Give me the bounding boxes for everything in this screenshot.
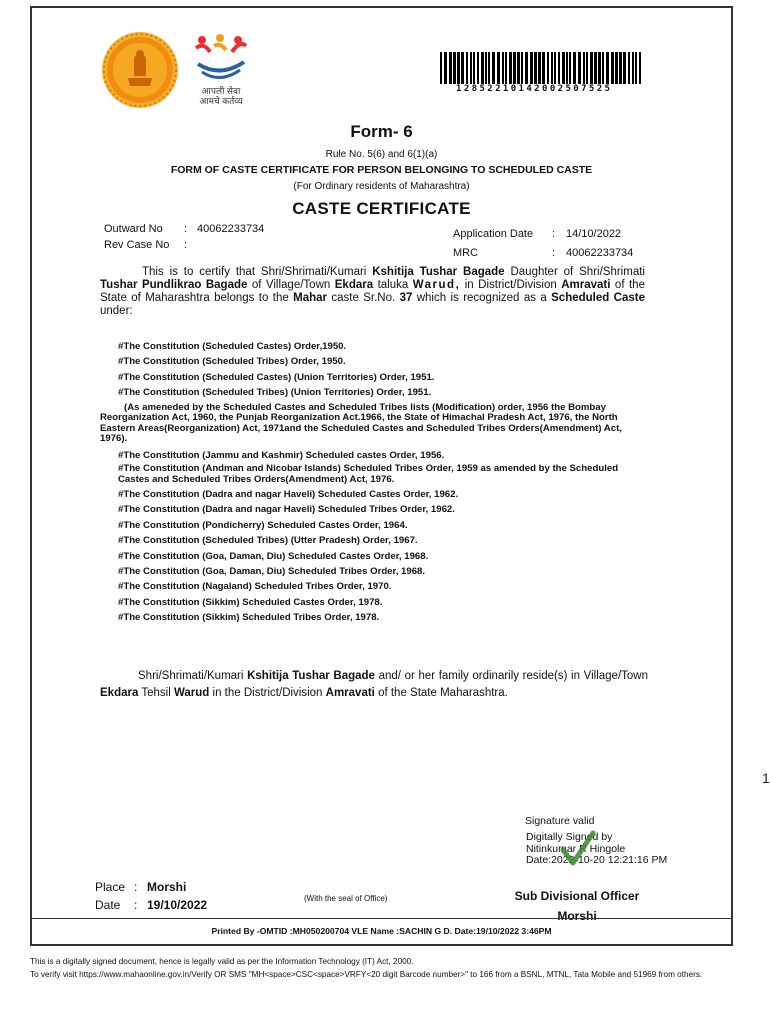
barcode-bar (502, 52, 504, 84)
barcode-bar (473, 52, 475, 84)
signature-line1: Digitally Signed by (526, 831, 613, 843)
barcode-bar (628, 52, 630, 84)
barcode-bar (470, 52, 472, 84)
barcode-bar (598, 52, 601, 84)
digital-signature-block (526, 832, 667, 867)
signature-valid-check-icon (560, 830, 596, 868)
parent-name: Tushar Pundlikrao Bagade (100, 279, 248, 291)
barcode-bar (578, 52, 581, 84)
form-heading: FORM OF CASTE CERTIFICATE FOR PERSON BELONGING TO SCHEDULED CASTE (170, 164, 593, 176)
form-title: Form- 6 (350, 122, 413, 141)
village-name: Ekdara (334, 279, 374, 291)
mrc-value: 40062233734 (566, 247, 634, 259)
cert-text-3: of Village/Town (251, 279, 331, 291)
barcode-bar (497, 52, 500, 84)
barcode-bar (554, 52, 556, 84)
barcode-bar (457, 52, 460, 84)
outward-value: 40062233734 (197, 223, 265, 235)
barcode-bar (542, 52, 545, 84)
barcode-bar (594, 52, 597, 84)
barcode-bar (569, 52, 571, 84)
order-item: #The Constitution (Dadra and nagar Haveli) Scheduled Castes Order, 1962. (118, 489, 459, 501)
seal-note: (With the seal of Office) (304, 894, 388, 903)
order-item: #The Constitution (Sikkim) Scheduled Tribes Order, 1978. (118, 612, 380, 624)
barcode-bar (632, 52, 634, 84)
date-value: 19/10/2022 (147, 898, 208, 912)
barcode-bar (586, 52, 588, 84)
footer-legal-note: This is a digitally signed document, hence is legally valid as per the Information Technology (IT) Act, 2000. (30, 957, 414, 966)
barcode-bar (566, 52, 568, 84)
barcode-bar (449, 52, 452, 84)
barcode-number: 12852210142002507525 (456, 84, 613, 94)
place-value: Morshi (147, 880, 187, 894)
mrc-colon: : (552, 247, 556, 259)
outward-colon: : (184, 223, 188, 235)
barcode-bar (440, 52, 442, 84)
order-item: #The Constitution (Sikkim) Scheduled Castes Order, 1978. (118, 596, 383, 608)
barcode-bar (492, 52, 495, 84)
residence-paragraph (100, 668, 648, 702)
rule-reference: Rule No. 5(6) and 6(1)(a) (325, 149, 438, 160)
cert-text-4: taluka (377, 279, 409, 291)
barcode-bar (562, 52, 565, 84)
order-item: #The Constitution (Scheduled Tribes) Order, 1950. (118, 356, 346, 368)
res-text-3: Tehsil (141, 687, 171, 699)
res-text-5: of the State Maharashtra. (378, 687, 508, 699)
order-item: #The Constitution (Nagaland) Scheduled Tribes Order, 1970. (118, 581, 392, 593)
cert-text-7: caste Sr.No. (331, 292, 396, 304)
order-item: #The Constitution (Dadra and nagar Haveli) Scheduled Tribes Order, 1962. (118, 504, 455, 516)
order-item: #The Constitution (Scheduled Castes) (Union Territories) Order, 1951. (118, 371, 435, 383)
cert-text-2: Daughter of Shri/Shrimati (510, 266, 645, 278)
cert-text-5: in District/Division (464, 279, 557, 291)
outward-label: Outward No (104, 223, 163, 235)
order-item: #The Constitution (Andman and Nicobar Islands) Scheduled Tribes Order, 1959 as amended by the Scheduled Castes and Scheduled Tribes Orders(Amendment) Act, 1976. (118, 463, 619, 485)
district-name: Amravati (561, 279, 611, 291)
res-text-2: and/ or her family ordinarily reside(s) in Village/Town (378, 670, 648, 682)
barcode-bar (530, 52, 533, 84)
barcode-bar (505, 52, 507, 84)
barcode-bar (639, 52, 641, 84)
barcode-bar (477, 52, 479, 84)
barcode-bar (619, 52, 622, 84)
barcode-bar (558, 52, 560, 84)
res-village: Ekdara (100, 687, 139, 699)
barcode-bar (590, 52, 593, 84)
cert-text-6: of the State of Maharashtra belongs to the (100, 279, 645, 304)
cert-text-9: under: (100, 305, 133, 317)
barcode-bar (444, 52, 447, 84)
order-item: #The Constitution (Scheduled Castes) Order,1950. (118, 341, 347, 352)
constitution-orders-list (100, 339, 648, 626)
printed-by: Printed By -OMTID :MH050200704 VLE Name :SACHIN G D. Date:19/10/2022 3:46PM (211, 926, 552, 936)
mrc-label: MRC (453, 247, 479, 259)
application-date-value: 14/10/2022 (566, 228, 622, 240)
candidate-name: Kshitija Tushar Bagade (372, 266, 505, 278)
signature-line2: Nitinkumar R Hingole (526, 842, 626, 855)
residents-note: (For Ordinary residents of Maharashtra) (293, 181, 470, 192)
barcode-bar (481, 52, 484, 84)
barcode-bar (583, 52, 585, 84)
amendment-note (100, 401, 648, 448)
order-item: #The Constitution (Jammu and Kashmir) Scheduled castes Order, 1956. (118, 449, 445, 461)
rev-case-colon: : (184, 239, 188, 251)
barcode-bar (615, 52, 618, 84)
signature-status: Signature valid (525, 815, 595, 827)
logo-caption (192, 86, 250, 106)
place-colon: : (134, 880, 138, 894)
barcode-bar (635, 52, 637, 84)
caste-sr-no: 37 (399, 292, 413, 304)
maharashtra-emblem-icon (98, 30, 182, 110)
barcode-bar (453, 52, 456, 84)
order-item: #The Constitution (Goa, Daman, Diu) Scheduled Castes Order, 1968. (118, 550, 429, 562)
officer-title: Sub Divisional Officer (514, 889, 640, 903)
signature-line3: Date:2022-10-20 12:21:16 PM (526, 854, 668, 866)
barcode-bar (525, 52, 528, 84)
date-colon: : (134, 898, 138, 912)
res-tehsil: Warud (173, 687, 210, 699)
order-item: #The Constitution (Scheduled Tribes) (Utter Pradesh) Order, 1967. (118, 535, 418, 547)
application-date-label: Application Date (453, 228, 534, 240)
caste-category: Scheduled Caste (551, 292, 645, 304)
barcode-bar (488, 52, 490, 84)
res-text-4: in the District/Division (212, 687, 323, 699)
res-text-1: Shri/Shrimati/Kumari (138, 670, 244, 682)
logo-caption-line1: आपली सेवा (201, 86, 241, 96)
amendment-note-text: (As ameneded by the Scheduled Castes and Scheduled Tribes lists (Modification) order, 1956 the Bombay Reorganization Act, 1960, the Punjab Reorganization Act.1966, the State of Himachal Pradesh Act, 1976, the North Eastern Areas(Reorganization) Act, 1971and the Scheduled Castes and Scheduled Tribes Orders(Amendment) Act, 1976). (100, 401, 622, 445)
taluka-name: Warud, (412, 279, 461, 291)
certificate-title: CASTE CERTIFICATE (292, 199, 471, 218)
barcode-bar (606, 52, 609, 84)
cert-text-8: which is recognized as a (416, 292, 547, 304)
barcode-bar (509, 52, 512, 84)
barcode-bar (517, 52, 520, 84)
barcode-bar (602, 52, 604, 84)
barcode-bar (623, 52, 626, 84)
order-item: #The Constitution (Scheduled Tribes) (Union Territories) Order, 1951. (118, 387, 432, 399)
officer-block (508, 886, 646, 926)
barcode-bar (611, 52, 614, 84)
rev-case-label: Rev Case No (104, 239, 170, 251)
printed-divider (30, 918, 733, 919)
barcode-bar (573, 52, 576, 84)
barcode-bar (538, 52, 541, 84)
barcode-bar (485, 52, 487, 84)
logo-caption-line2: आमचे कर्तव्य (199, 96, 243, 106)
barcode-bar (547, 52, 549, 84)
res-candidate-name: Kshitija Tushar Bagade (247, 670, 375, 682)
caste-name: Mahar (293, 292, 327, 304)
page-edge-mark: 1 (762, 770, 770, 786)
barcode-bar (551, 52, 553, 84)
barcode-bar (521, 52, 523, 84)
res-district: Amravati (325, 687, 375, 699)
certification-paragraph (100, 266, 645, 318)
barcode-bar (466, 52, 468, 84)
footer-verify-note: To verify visit https://www.mahaonline.gov.in/Verify OR SMS "MH<space>CSC<space>VRFY<20 digit Barcode number>" to 166 from a BSNL, MTNL, Tata Mobile and 51969 from others. (30, 970, 703, 979)
barcode-bar (461, 52, 464, 84)
place-label: Place (95, 880, 126, 894)
cert-text-1: This is to certify that Shri/Shrimati/Kumari (142, 266, 367, 278)
officer-location: Morshi (557, 909, 597, 923)
order-item: #The Constitution (Pondicherry) Scheduled Castes Order, 1964. (118, 519, 408, 531)
barcode-bar (513, 52, 516, 84)
barcode-bar (534, 52, 537, 84)
application-date-colon: : (552, 228, 556, 240)
barcode-image (440, 52, 645, 84)
order-item: #The Constitution (Goa, Daman, Diu) Scheduled Tribes Order, 1968. (118, 566, 426, 578)
date-label: Date (95, 898, 121, 912)
